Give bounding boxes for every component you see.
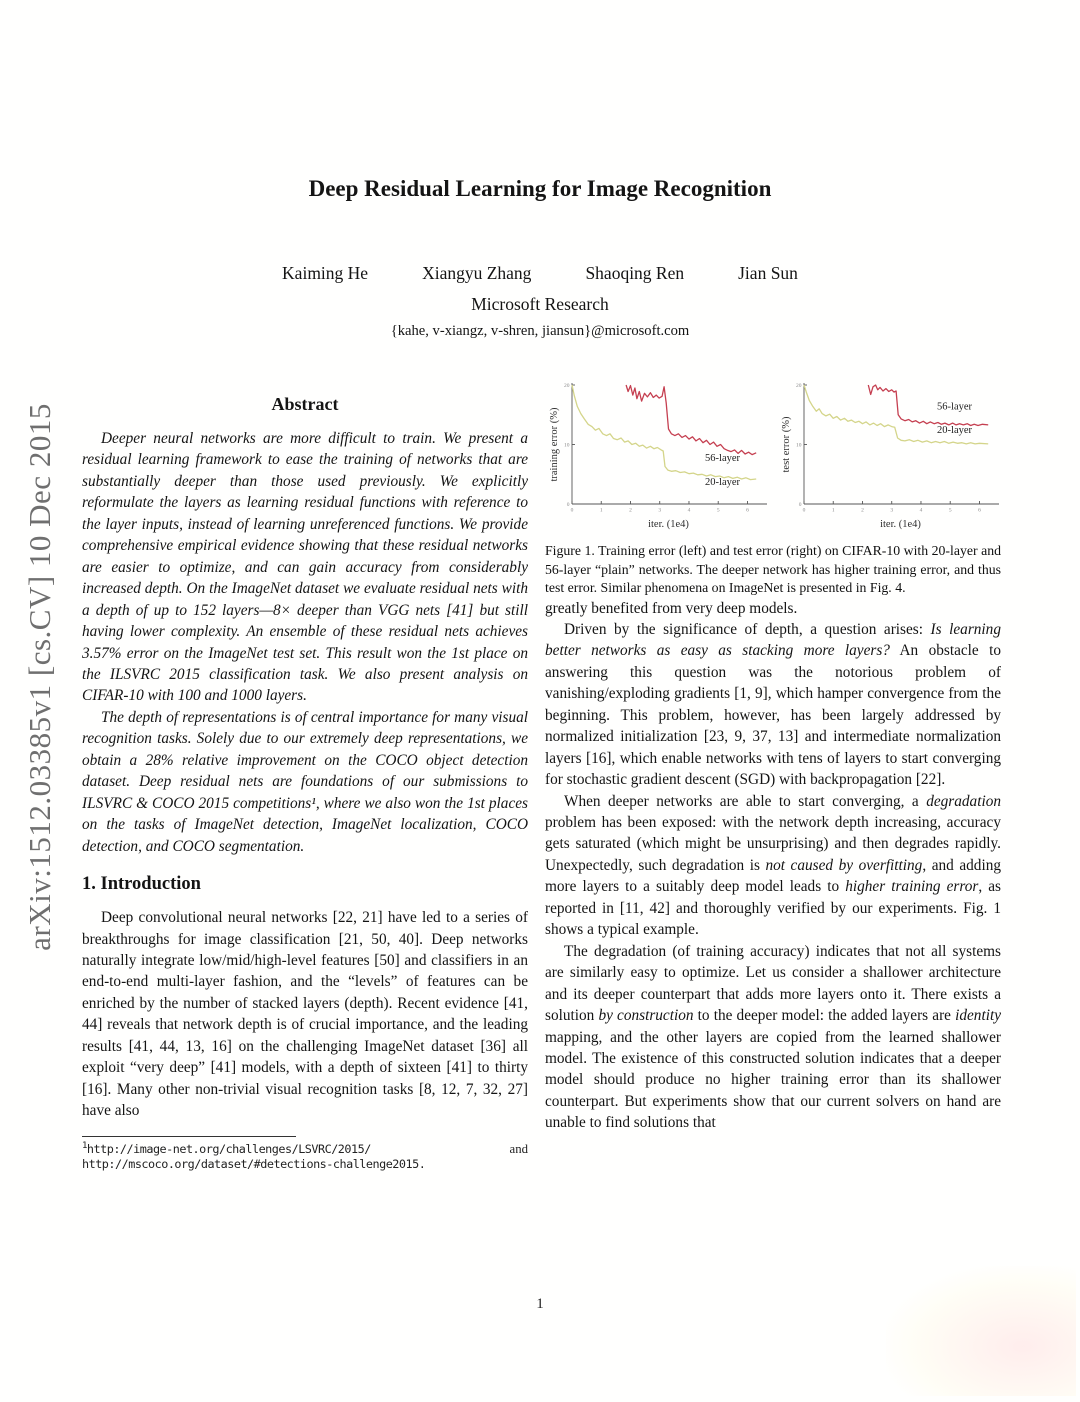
body-paragraph: When deeper networks are able to start converging, a degradation problem has been exposed: with the network depth increasing, accuracy gets saturated (which might be unsurprising) and then degrades rapidly. Unexpectedly, such degradation is not caused by overfitting, and adding more layers to a suitably deep model leads to higher training error, as reported in [11, 42] and thoroughly verified by our experiments. Fig. 1 shows a typical example.	[545, 792, 1001, 939]
section-heading-introduction: 1. Introduction	[82, 874, 201, 895]
svg-text:20-layer: 20-layer	[705, 476, 741, 488]
svg-text:10: 10	[796, 442, 802, 449]
body-paragraph: The degradation (of training accuracy) indicates that not all systems are similarly easy to optimize. Let us consider a shallower architecture and its deeper counterpart that adds more layers onto it. There exists a solution by construction to the deeper model: the added layers are identity mapping, and the other layers are copied from the learned shallower model. The existence of this constructed solution indicates that a deeper model should produce no higher training error than its shallower counterpart. But experiments show that our current solvers on hand are unable to find solutions that	[545, 942, 1001, 1132]
svg-text:20: 20	[796, 383, 802, 389]
figure-1-caption: Figure 1. Training error (left) and test error (right) on CIFAR-10 with 20-layer and 56-layer “plain” networks. The deeper network has higher training error, and thus test error. Similar phenomena on ImageNet is presented in Fig. 4.	[545, 543, 1001, 595]
svg-text:3: 3	[658, 507, 662, 514]
body-paragraph: greatly benefited from very deep models.	[545, 599, 798, 617]
svg-text:20: 20	[564, 383, 570, 389]
test-error-chart	[777, 380, 1001, 533]
footnote-url-1: http://image-net.org/challenges/LSVRC/2015/	[86, 1141, 371, 1156]
scan-artifact	[886, 1266, 1076, 1396]
svg-text:0: 0	[798, 502, 802, 508]
svg-text:4: 4	[919, 507, 923, 514]
introduction-paragraph: Deep convolutional neural networks [22, 21] have led to a series of breakthroughs for image classification [21, 50, 40]. Deep networks naturally integrate low/mid/high-level features [50] and classifiers in an end-to-end multi-layer fashion, and the “levels” of features can be enriched by the number of stacked layers (depth). Recent evidence [41, 44] reveals that network depth is of crucial importance, and the leading results [41, 44, 13, 16] on the challenging ImageNet dataset [36] all exploit “very deep” [41] models, with a depth of sixteen [41] to thirty [16]. Many other non-trivial visual recognition tasks [8, 12, 7, 32, 27] have also	[82, 909, 528, 1120]
svg-text:0: 0	[802, 507, 806, 514]
footnote-url-2: http://mscoco.org/dataset/#detections-challenge2015.	[82, 1157, 426, 1172]
abstract-paragraph-1: Deeper neural networks are more difficult to train. We present a residual learning framework to ease the training of networks that are substantially deeper than those used previously. We explicitly reformulate the layers as learning residual functions with reference to the layer inputs, instead of learning unreferenced functions. We provide comprehensive empirical evidence showing that these residual networks are easier to optimize, and can gain accuracy from considerably increased depth. On the ImageNet dataset we evaluate residual nets with a depth of up to 152 layers—8× deeper than VGG nets [41] but still having lower complexity. An ensemble of these residual nets achieves 3.57% error on the ImageNet test set. This result won the 1st place on the ILSVRC 2015 classification task. We also present analysis on CIFAR-10 with 100 and 1000 layers.	[82, 430, 528, 705]
svg-text:6: 6	[746, 507, 749, 514]
paper-header	[80, 176, 1000, 340]
footnote-conjunction: and	[509, 1141, 528, 1156]
svg-text:20-layer: 20-layer	[937, 425, 973, 437]
svg-text:4: 4	[687, 507, 691, 514]
training-error-chart	[545, 380, 769, 533]
author-name: Xiangyu Zhang	[422, 263, 532, 283]
footnote	[82, 1142, 528, 1174]
footnote-marker: 1	[82, 1140, 87, 1151]
svg-text:iter. (1e4): iter. (1e4)	[880, 519, 921, 530]
svg-text:56-layer: 56-layer	[937, 401, 973, 413]
abstract-paragraph-2: The depth of representations is of central importance for many visual recognition tasks. Solely due to our extremely deep representations, we obtain a 28% relative improvement on the COCO object detection dataset. Deep residual nets are foundations of our submissions to ILSVRC & COCO 2015 competitions¹, where we also won the 1st places on the tasks of ImageNet detection, ImageNet localization, COCO detection, and COCO segmentation.	[82, 708, 528, 855]
arxiv-sidebar-label: arXiv:1512.03385v1 [cs.CV] 10 Dec 2015	[22, 403, 57, 951]
author-emails: {kahe, v-xiangz, v-shren, jiansun}@microsoft.com	[390, 323, 690, 339]
svg-text:training error (%): training error (%)	[549, 407, 560, 482]
svg-text:3: 3	[890, 507, 894, 514]
author-name: Shaoqing Ren	[585, 263, 685, 283]
svg-text:10: 10	[564, 442, 570, 449]
svg-text:2: 2	[629, 507, 632, 514]
page-number: 1	[536, 1296, 544, 1312]
author-name: Jian Sun	[738, 263, 798, 283]
svg-text:1: 1	[831, 507, 835, 514]
abstract-heading: Abstract	[271, 394, 339, 414]
author-name: Kaiming He	[282, 263, 369, 283]
svg-text:test error (%): test error (%)	[781, 416, 792, 473]
svg-text:5: 5	[948, 507, 952, 514]
svg-text:2: 2	[861, 507, 864, 514]
page-title: Deep Residual Learning for Image Recognition	[308, 176, 772, 201]
body-paragraph: Driven by the significance of depth, a question arises: Is learning better networks as easy as stacking more layers? An obstacle to answering this question was the notorious problem of vanishing/exploding gradients [1, 9], which hamper convergence from the beginning. This problem, however, has been largely addressed by normalized initialization [23, 9, 37, 13] and intermediate normalization layers [16], which enable networks with tens of layers to start converging for stochastic gradient descent (SGD) with backpropagation [22].	[545, 620, 1002, 789]
svg-text:iter. (1e4): iter. (1e4)	[648, 519, 689, 530]
svg-text:0: 0	[566, 502, 570, 508]
figure-1	[545, 380, 1001, 533]
svg-text:0: 0	[570, 507, 574, 514]
left-column	[82, 394, 528, 1173]
svg-text:56-layer: 56-layer	[705, 453, 741, 465]
affiliation: Microsoft Research	[471, 294, 609, 314]
svg-text:1: 1	[599, 507, 603, 514]
right-column	[545, 380, 1001, 1134]
footnote-divider	[82, 1136, 296, 1137]
author-list	[80, 263, 1000, 284]
svg-text:6: 6	[978, 507, 981, 514]
svg-text:5: 5	[716, 507, 720, 514]
